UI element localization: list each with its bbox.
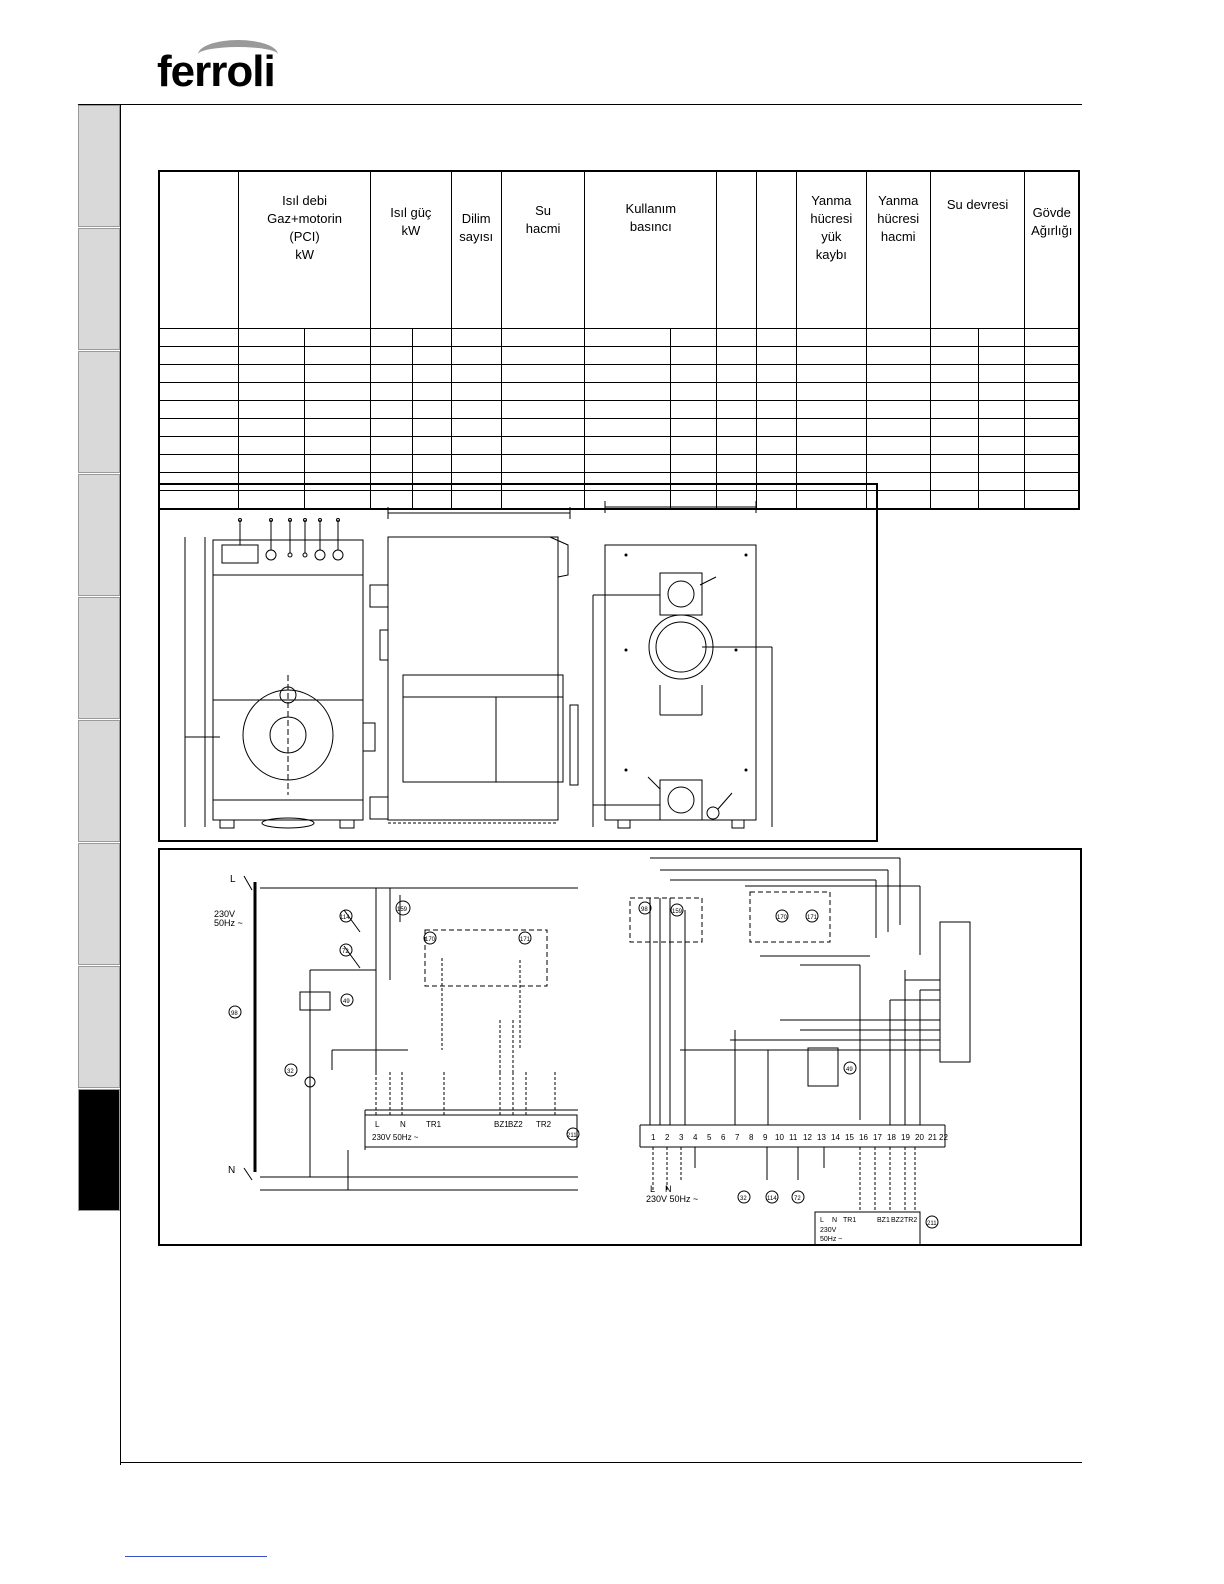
yanma-hacmi-header: [866, 171, 930, 329]
terminal-board-diagram: [630, 858, 970, 1244]
header-line: Yanma: [811, 193, 852, 208]
board-component-72: 72: [794, 1196, 801, 1202]
section-tab-2[interactable]: [78, 228, 120, 350]
header-line: hücresi: [810, 211, 853, 226]
header-line: Gövde: [1032, 205, 1071, 220]
terminal-2: 2: [665, 1133, 670, 1142]
govde-header: [1025, 171, 1079, 329]
boiler-front-view: [185, 519, 375, 829]
board-component-211: 211: [927, 1221, 937, 1227]
component-159: 159: [397, 907, 408, 913]
table-row: [159, 401, 1079, 419]
boiler-side-view: [370, 507, 578, 823]
ladder-line-label: L: [230, 874, 236, 885]
header-line: Kullanım: [625, 201, 677, 216]
header-line: Gaz+motorin: [267, 211, 342, 226]
footer-link-underline[interactable]: [125, 1556, 267, 1557]
terminal-6: 6: [721, 1133, 726, 1142]
board-component-159: 159: [672, 909, 683, 915]
terminal-12: 12: [803, 1133, 812, 1142]
header-line: kW: [401, 223, 421, 238]
header-line: basıncı: [629, 219, 672, 234]
component-98: 98: [231, 1011, 238, 1017]
board-component-32: 32: [740, 1196, 747, 1202]
ladder-supply-frequency: 50Hz ~: [214, 918, 243, 928]
empty-header: [717, 171, 757, 329]
board-line-label: L: [650, 1184, 656, 1194]
table-row: [159, 347, 1079, 365]
header-line: Dilim: [461, 211, 491, 226]
section-tab-1[interactable]: [78, 105, 120, 227]
component-32: 32: [287, 1069, 294, 1075]
terminal-14: 14: [831, 1133, 840, 1142]
terminal-20: 20: [915, 1133, 924, 1142]
ladder-diagram: [214, 874, 579, 1190]
board-component-114: 114: [767, 1196, 777, 1202]
terminal-11: 11: [789, 1133, 798, 1142]
margin-line: [120, 105, 121, 1465]
terminal-5: 5: [707, 1133, 712, 1142]
header-line: sayısı: [459, 229, 494, 244]
table-row: [159, 329, 1079, 347]
board-box-n: N: [832, 1217, 838, 1224]
header-line: kaybı: [815, 247, 847, 262]
terminal-7: 7: [735, 1133, 740, 1142]
component-170: 170: [425, 937, 436, 943]
header-rule: [78, 104, 1082, 105]
dilim-header: [451, 171, 501, 329]
terminal-8: 8: [749, 1133, 754, 1142]
header-line: hacmi: [880, 229, 916, 244]
table-row: [159, 383, 1079, 401]
dimensions-panel: [158, 483, 878, 842]
su-hacmi-header: [501, 171, 585, 329]
board-supply-voltage: 230V 50Hz ~: [646, 1194, 699, 1204]
table-row: [159, 455, 1079, 473]
header-line: (PCI): [289, 229, 320, 244]
section-tab-8[interactable]: [78, 966, 120, 1088]
boiler-rear-view: [593, 501, 772, 828]
board-box-tr2: TR2: [904, 1217, 918, 1224]
supply-box-voltage: 230V 50Hz ~: [372, 1133, 419, 1142]
component-171: 171: [520, 937, 531, 943]
section-tab-7[interactable]: [78, 843, 120, 965]
brand-logo: ferroli: [157, 47, 275, 96]
terminal-strip: [651, 1133, 948, 1142]
header-line: Ağırlığı: [1031, 223, 1073, 238]
header-line: hücresi: [877, 211, 920, 226]
table-row: [159, 419, 1079, 437]
board-component-171: 171: [807, 915, 818, 921]
yanma-kaybi-header: [796, 171, 866, 329]
board-neutral-label: N: [665, 1184, 672, 1194]
wiring-panel: [158, 848, 1082, 1246]
isil-guc-header: [370, 171, 451, 329]
isil-debi-header: [239, 171, 371, 329]
footer-rule: [120, 1462, 1082, 1463]
component-49: 49: [343, 999, 350, 1005]
board-box-voltage: 230V: [820, 1227, 837, 1234]
table-row: [159, 365, 1079, 383]
terminal-21: 21: [928, 1133, 937, 1142]
model-header: [159, 171, 239, 329]
supply-box-bz1: BZ1: [494, 1120, 509, 1129]
supply-box-n: N: [400, 1120, 406, 1129]
table-header-row: [159, 171, 1079, 329]
ladder-supply-voltage: 230V: [214, 909, 236, 919]
section-tab-5[interactable]: [78, 597, 120, 719]
technical-data-table: [158, 170, 1080, 510]
header-line: Su devresi: [946, 197, 1009, 212]
section-tabs: [78, 105, 120, 1212]
terminal-17: 17: [873, 1133, 882, 1142]
terminal-15: 15: [845, 1133, 854, 1142]
terminal-3: 3: [679, 1133, 684, 1142]
supply-box-bz2: BZ2: [508, 1120, 523, 1129]
section-tab-3[interactable]: [78, 351, 120, 473]
terminal-9: 9: [763, 1133, 768, 1142]
wiring-diagram: [160, 850, 1080, 1244]
su-devresi-header: [930, 171, 1025, 329]
component-72: 72: [342, 949, 349, 955]
terminal-18: 18: [887, 1133, 896, 1142]
supply-box-l: L: [375, 1120, 380, 1129]
board-component-49: 49: [846, 1067, 853, 1073]
section-tab-active[interactable]: [78, 1089, 120, 1211]
empty-header: [757, 171, 797, 329]
header-line: hacmi: [525, 221, 561, 236]
terminal-4: 4: [693, 1133, 698, 1142]
supply-box-tr1: TR1: [426, 1120, 442, 1129]
header-line: Isıl güç: [390, 205, 432, 220]
header-line: yük: [821, 229, 842, 244]
board-box-frequency: 50Hz ~: [820, 1236, 843, 1243]
component-211: 211: [567, 1133, 577, 1139]
kullanim-header: [585, 171, 717, 329]
board-component-170: 170: [777, 915, 788, 921]
header-line: Su: [535, 203, 552, 218]
terminal-19: 19: [901, 1133, 910, 1142]
header-line: Isıl debi: [282, 193, 327, 208]
table-row: [159, 437, 1079, 455]
terminal-22: 22: [939, 1133, 948, 1142]
section-tab-6[interactable]: [78, 720, 120, 842]
supply-box-tr2: TR2: [536, 1120, 552, 1129]
board-box-l: L: [820, 1217, 824, 1224]
board-box-bz1: BZ1: [877, 1217, 890, 1224]
board-box-tr1: TR1: [843, 1217, 857, 1224]
ladder-neutral-label: N: [228, 1165, 236, 1176]
dimensions-drawing: [160, 485, 876, 840]
terminal-1: 1: [651, 1133, 656, 1142]
header-line: kW: [295, 247, 314, 262]
board-box-bz2: BZ2: [891, 1217, 904, 1224]
section-tab-4[interactable]: [78, 474, 120, 596]
component-114: 114: [340, 915, 350, 921]
terminal-13: 13: [817, 1133, 826, 1142]
board-component-98: 98: [641, 907, 648, 913]
terminal-10: 10: [775, 1133, 784, 1142]
header-line: Yanma: [878, 193, 919, 208]
terminal-16: 16: [859, 1133, 868, 1142]
